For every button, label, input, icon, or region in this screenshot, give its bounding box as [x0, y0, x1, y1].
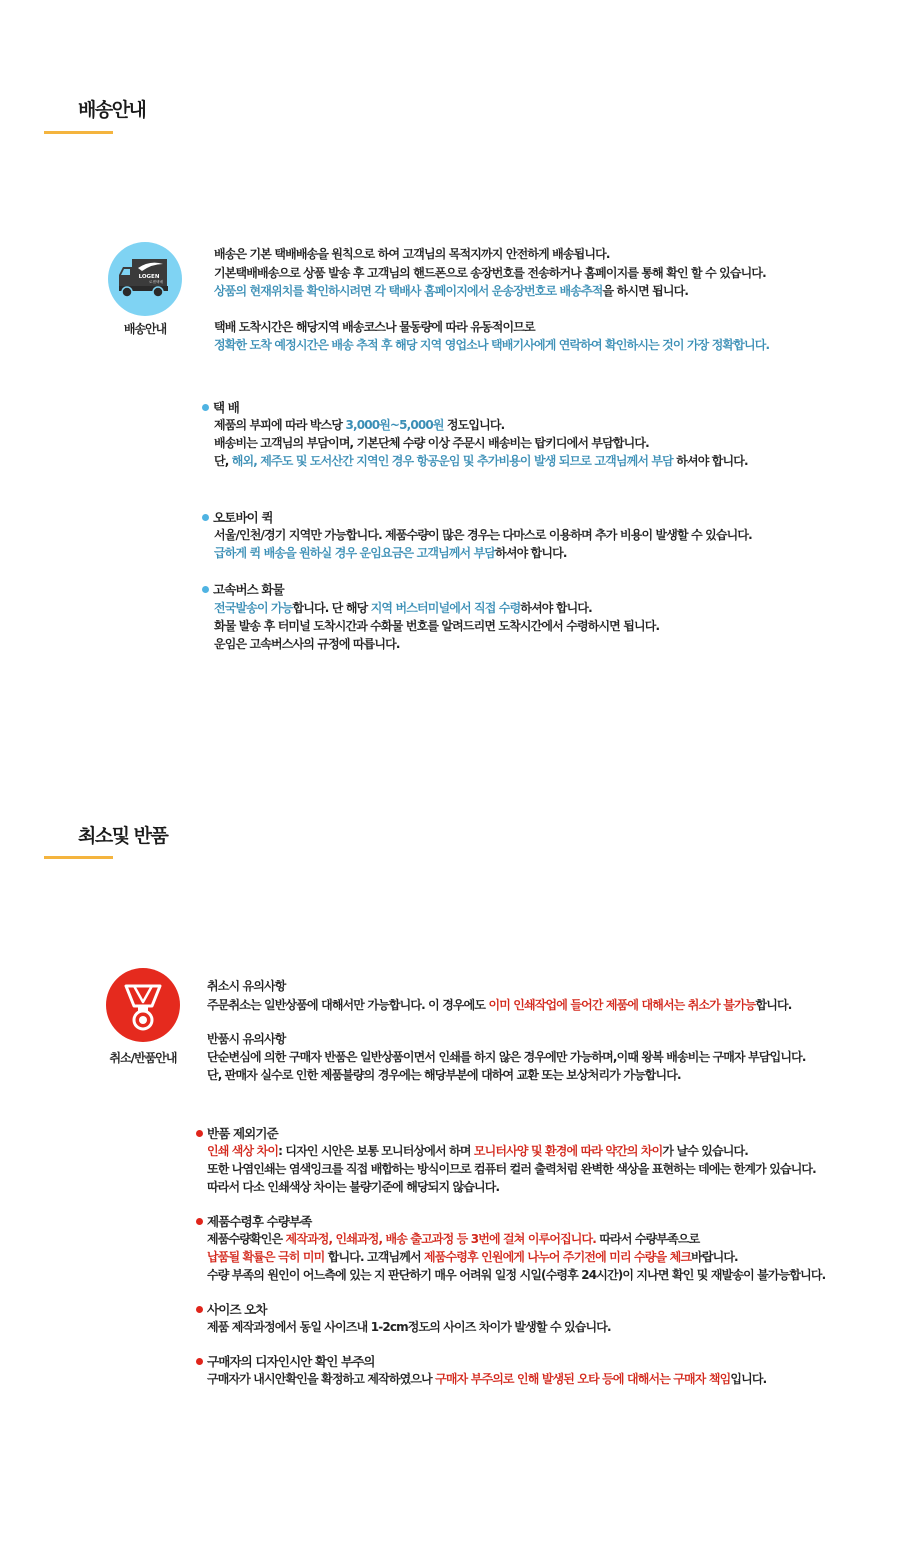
- shortage-line1: 제품수량확인은 제작과정, 인쇄과정, 배송 출고과정 등 3번에 걸쳐 이루어집니다. 따라서 수량부족으로: [207, 1232, 700, 1246]
- buyer-negligence-line1: 구매자가 내시안확인을 확정하고 제작하였으나 구매자 부주의로 인해 발생된 오타 등에 대해서는 구매자 책임입니다.: [207, 1372, 767, 1386]
- returns-icon-label: 취소/반품안내: [109, 1051, 177, 1065]
- bullet-dot-icon: [202, 404, 209, 411]
- truck-brand-text: LOGEN: [138, 274, 160, 280]
- bus-line1: 전국발송이 가능합니다. 단 해당 지역 버스터미널에서 직접 수령하셔야 합니다.: [214, 601, 592, 615]
- bullet-dot-icon: [196, 1130, 203, 1137]
- bus-title: 고속버스 화물: [202, 580, 284, 598]
- exclusion-line1: 인쇄 색상 차이: 디자인 시안은 보통 모니터상에서 하며 모니터사양 및 환경에 따라 약간의 차이가 날수 있습니다.: [207, 1144, 748, 1158]
- truck-brand-subtext: 로젠택배: [149, 280, 163, 284]
- delivery-truck-icon: [108, 242, 182, 316]
- courier-line1: 제품의 부피에 따라 박스당 3,000원~5,000원 정도입니다.: [214, 418, 505, 432]
- return-notice-line1: 단순변심에 의한 구매자 반품은 일반상품이면서 인쇄를 하지 않은 경우에만 가능하며,이때 왕복 배송비는 구매자 부담입니다.: [207, 1050, 806, 1064]
- quick-title: 오토바이 퀵: [202, 508, 273, 526]
- shortage-line3: 수량 부족의 원인이 어느측에 있는 지 판단하기 매우 어려워 일정 시일(수령후 24시간)이 지나면 확인 및 재발송이 불가능합니다.: [207, 1268, 826, 1282]
- courier-line2: 배송비는 고객님의 부담이며, 기본단체 수량 이상 주문시 배송비는 탑키디에서 부담합니다.: [214, 436, 649, 450]
- shipping-intro-line1: 배송은 기본 택배배송을 원칙으로 하여 고객님의 목적지까지 안전하게 배송됩니다.: [214, 247, 610, 261]
- size-error-title: 사이즈 오차: [196, 1300, 267, 1318]
- exclusion-title: 반품 제외기준: [196, 1124, 278, 1142]
- shipping-intro-line4: 택배 도착시간은 해당지역 배송코스나 물동량에 따라 유동적이므로: [214, 320, 535, 334]
- shortage-line2: 납품될 확률은 극히 미미 합니다. 고객님께서 제품수령후 인원에게 나누어 주기전에 미리 수량을 체크바랍니다.: [207, 1250, 738, 1264]
- buyer-negligence-title: 구매자의 디자인시안 확인 부주의: [196, 1352, 375, 1370]
- shipping-title-underline: [44, 131, 113, 134]
- returns-title-underline: [44, 856, 113, 859]
- bullet-dot-icon: [196, 1358, 203, 1365]
- bullet-dot-icon: [196, 1306, 203, 1313]
- shipping-intro-line2: 기본택배배송으로 상품 발송 후 고객님의 핸드폰으로 송장번호를 전송하거나 홈페이지를 통해 확인 할 수 있습니다.: [214, 266, 766, 280]
- bullet-dot-icon: [196, 1218, 203, 1225]
- returns-section-title: 최소및 반품: [78, 825, 168, 847]
- cancel-notice-title: 취소시 유의사항: [207, 979, 286, 993]
- courier-line3: 단, 해외, 제주도 및 도서산간 지역인 경우 항공운임 및 추가비용이 발생 되므로 고객님께서 부담 하셔야 합니다.: [214, 454, 748, 468]
- shipping-icon-label: 배송안내: [123, 322, 167, 336]
- exclusion-line2: 또한 나염인쇄는 염색잉크를 직접 배합하는 방식이므로 컴퓨터 컬러 출력처럼 완벽한 색상을 표현하는 데에는 한계가 있습니다.: [207, 1162, 816, 1176]
- bullet-dot-icon: [202, 586, 209, 593]
- shipping-intro-line5: 정확한 도착 예정시간은 배송 추적 후 해당 지역 영업소나 택배기사에게 연락하여 확인하시는 것이 가장 정확합니다.: [214, 338, 770, 352]
- bus-line2: 화물 발송 후 터미널 도착시간과 수화물 번호를 알려드리면 도착시간에서 수령하시면 됩니다.: [214, 619, 660, 633]
- shipping-intro-line3: 상품의 현재위치를 확인하시려면 각 택배사 홈페이지에서 운송장번호로 배송추적을 하시면 됩니다.: [214, 284, 689, 298]
- quick-line1: 서울/인천/경기 지역만 가능합니다. 제품수량이 많은 경우는 다마스로 이용하며 추가 비용이 발생할 수 있습니다.: [214, 528, 752, 542]
- exclusion-line3: 따라서 다소 인쇄색상 차이는 불량기준에 해당되지 않습니다.: [207, 1180, 500, 1194]
- cancel-notice-line1: 주문취소는 일반상품에 대해서만 가능합니다. 이 경우에도 이미 인쇄작업에 들어간 제품에 대해서는 취소가 불가능합니다.: [207, 998, 792, 1012]
- quick-line2: 급하게 퀵 배송을 원하실 경우 운임요금은 고객님께서 부담하셔야 합니다.: [214, 546, 567, 560]
- shipping-section-title: 배송안내: [78, 99, 146, 121]
- medal-badge-icon: [106, 968, 180, 1042]
- size-error-line1: 제품 제작과정에서 동일 사이즈내 1-2cm정도의 사이즈 차이가 발생할 수 있습니다.: [207, 1320, 611, 1334]
- return-notice-title: 반품시 유의사항: [207, 1032, 286, 1046]
- bus-line3: 운임은 고속버스사의 규정에 따릅니다.: [214, 637, 400, 651]
- bullet-dot-icon: [202, 514, 209, 521]
- shortage-title: 제품수령후 수량부족: [196, 1212, 312, 1230]
- courier-title: 택 배: [202, 398, 239, 416]
- return-notice-line2: 단, 판매자 실수로 인한 제품불량의 경우에는 해당부분에 대하여 교환 또는 보상처리가 가능합니다.: [207, 1068, 681, 1082]
